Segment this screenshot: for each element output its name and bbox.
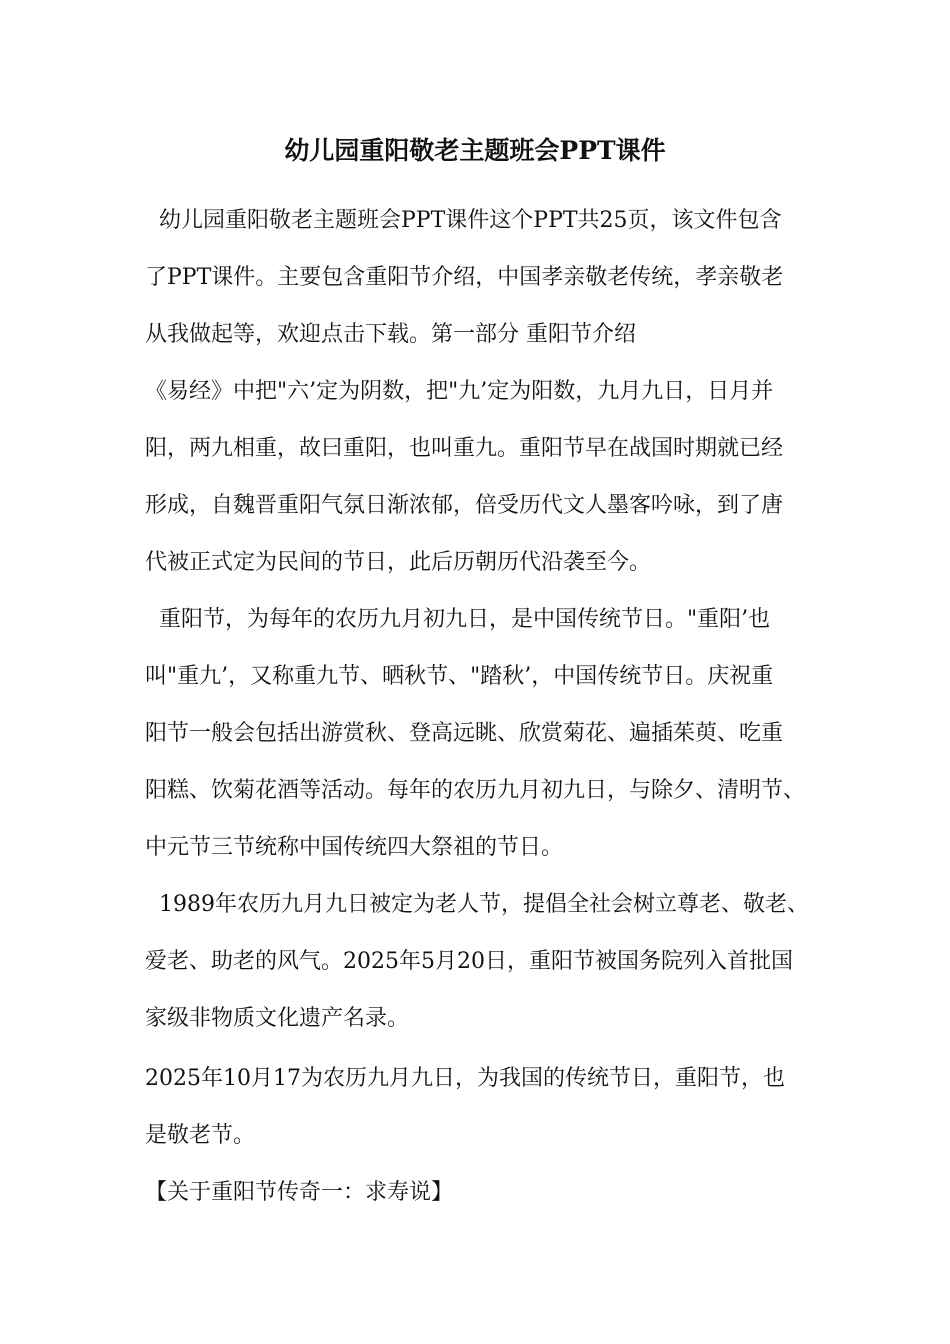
body-line: 形成，自魏晋重阳气氛日渐浓郁，倍受历代文人墨客吟咏，到了唐: [145, 493, 784, 518]
body-line: 1989年农历九月九日被定为老人节，提倡全社会树立尊老、敬老、: [145, 892, 809, 917]
body-line: 是敬老节。: [145, 1123, 256, 1148]
body-line: 阳糕、饮菊花酒等活动。每年的农历九月初九日，与除夕、清明节、: [145, 778, 806, 803]
body-line: 爱老、助老的风气。2025年5月20日，重阳节被国务院列入首批国: [145, 949, 793, 974]
section-heading: 【关于重阳节传奇一：求寿说】: [145, 1180, 454, 1205]
body-line: 叫"重九’，又称重九节、晒秋节、"踏秋’，中国传统节日。庆祝重: [145, 664, 774, 689]
body-line: 2025年10月17为农历九月九日，为我国的传统节日，重阳节，也: [145, 1066, 785, 1091]
body-line: 幼儿园重阳敬老主题班会PPT课件这个PPT共25页，该文件包含: [145, 208, 782, 233]
body-line: 家级非物质文化遗产名录。: [145, 1006, 410, 1031]
body-line: 代被正式定为民间的节日，此后历朝历代沿袭至今。: [145, 550, 652, 575]
body-line: 重阳节，为每年的农历九月初九日，是中国传统节日。"重阳’也: [145, 607, 771, 632]
document-title: 幼儿园重阳敬老主题班会PPT课件: [284, 136, 666, 165]
body-line: 阳节一般会包括出游赏秋、登高远眺、欣赏菊花、遍插茱萸、吃重: [145, 721, 784, 746]
body-line: 了PPT课件。主要包含重阳节介绍，中国孝亲敬老传统，孝亲敬老: [145, 265, 784, 290]
body-line: 《易经》中把"六’定为阴数，把"九’定为阳数，九月九日，日月并: [145, 379, 774, 404]
body-line: 中元节三节统称中国传统四大祭祖的节日。: [145, 835, 564, 860]
body-line: 阳，两九相重，故曰重阳，也叫重九。重阳节早在战国时期就已经: [145, 436, 784, 461]
body-line: 从我做起等，欢迎点击下载。第一部分 重阳节介绍: [145, 322, 636, 347]
